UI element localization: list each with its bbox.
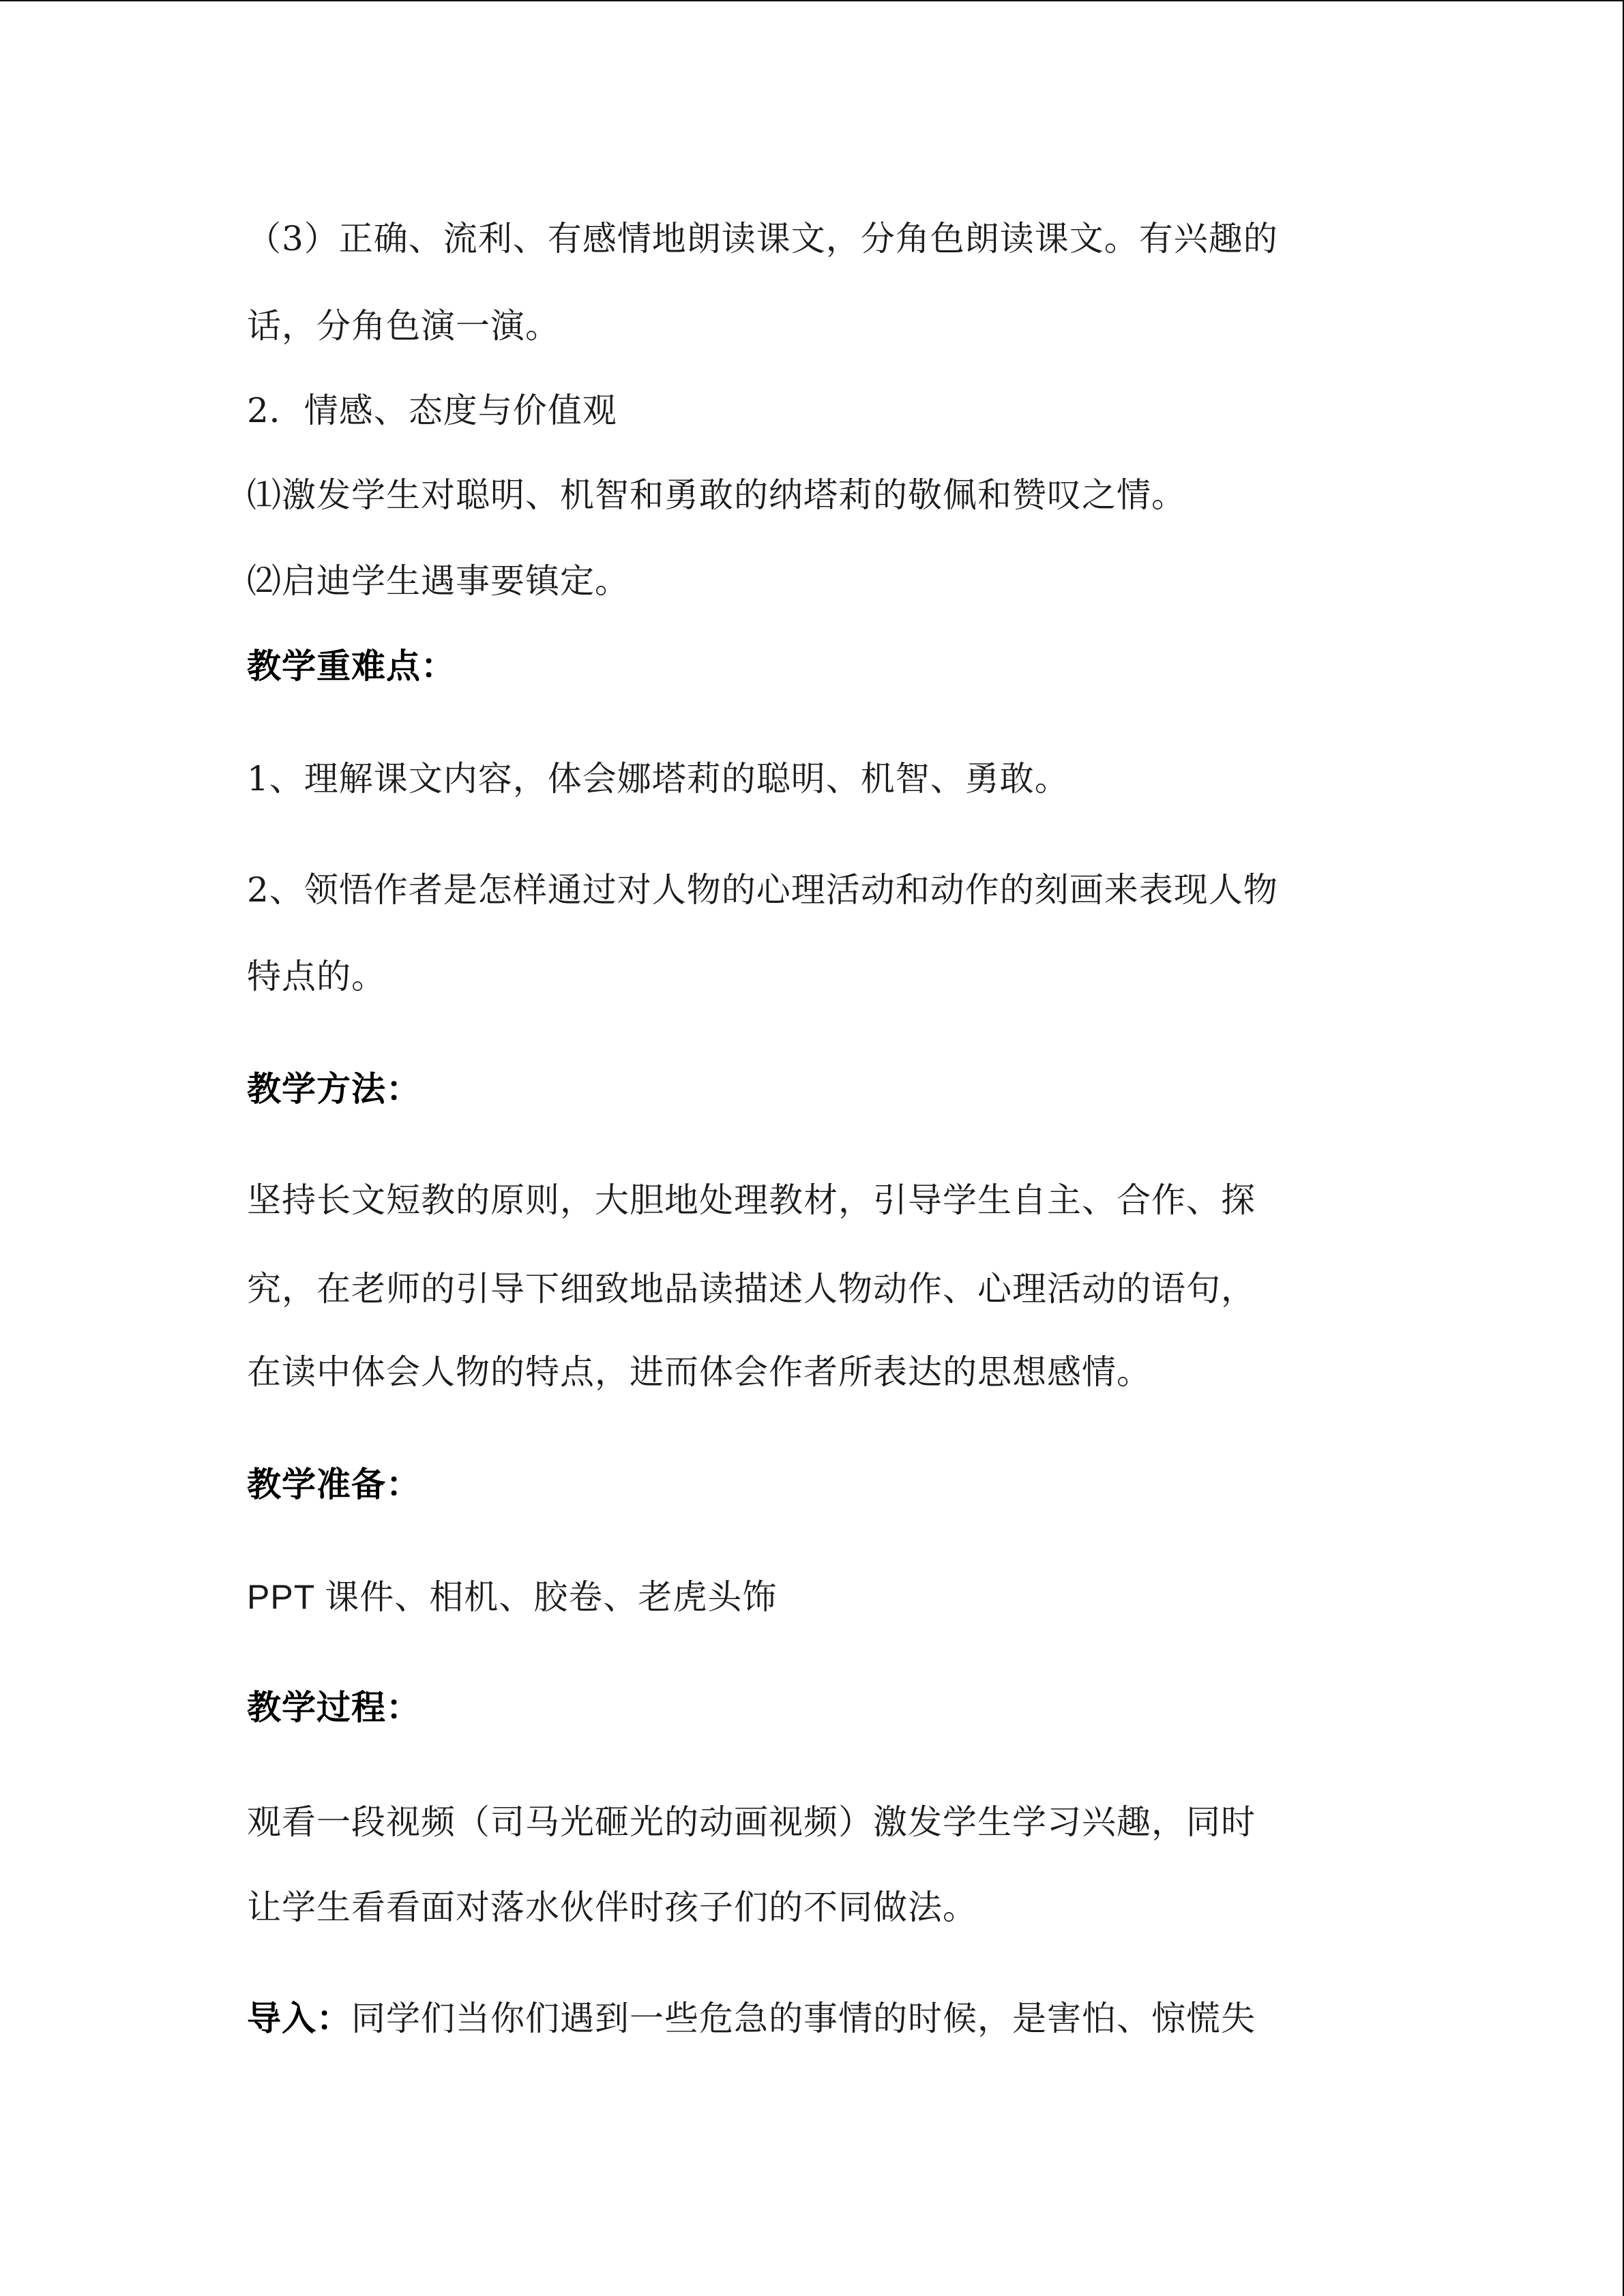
preparation-items: PPT 课件、相机、胶卷、老虎头饰: [247, 1578, 778, 1616]
heading-key-points: 教学重难点：: [247, 646, 456, 686]
value-item-2: ⑵启迪学生遇事要镇定。: [247, 561, 630, 601]
introduction-text: 同学们当你们遇到一些危急的事情的时候，是害怕、惊慌失: [351, 1999, 1256, 2038]
key-point-1: 1、理解课文内容，体会娜塔莉的聪明、机智、勇敢。: [247, 759, 1069, 799]
objective-3-line-2: 话，分角色演一演。: [247, 306, 560, 346]
method-line-3: 在读中体会人物的特点，进而体会作者所表达的思想感情。: [247, 1352, 1151, 1392]
heading-teaching-method: 教学方法：: [247, 1069, 421, 1109]
key-point-2-line-1: 2、领悟作者是怎样通过对人物的心理活动和动作的刻画来表现人物: [247, 870, 1278, 910]
method-line-1: 坚持长文短教的原则，大胆地处理教材，引导学生自主、合作、探: [247, 1180, 1256, 1220]
process-line-2: 让学生看看面对落水伙伴时孩子们的不同做法。: [247, 1888, 977, 1927]
introduction-paragraph: [247, 1998, 1256, 2039]
heading-teaching-preparation: 教学准备：: [247, 1465, 421, 1504]
value-item-1: ⑴激发学生对聪明、机智和勇敢的纳塔莉的敬佩和赞叹之情。: [247, 475, 1186, 515]
method-line-2: 究，在老师的引导下细致地品读描述人物动作、心理活动的语句，: [247, 1269, 1256, 1309]
introduction-label: 导入：: [247, 1999, 351, 2038]
key-point-2-line-2: 特点的。: [247, 957, 386, 996]
section-2-title: 2．情感、态度与价值观: [247, 391, 617, 430]
heading-teaching-process: 教学过程：: [247, 1688, 421, 1727]
process-line-1: 观看一段视频（司马光砸光的动画视频）激发学生学习兴趣，同时: [247, 1802, 1256, 1842]
objective-3-line-1: （3）正确、流利、有感情地朗读课文，分角色朗读课文。有兴趣的: [247, 219, 1278, 258]
